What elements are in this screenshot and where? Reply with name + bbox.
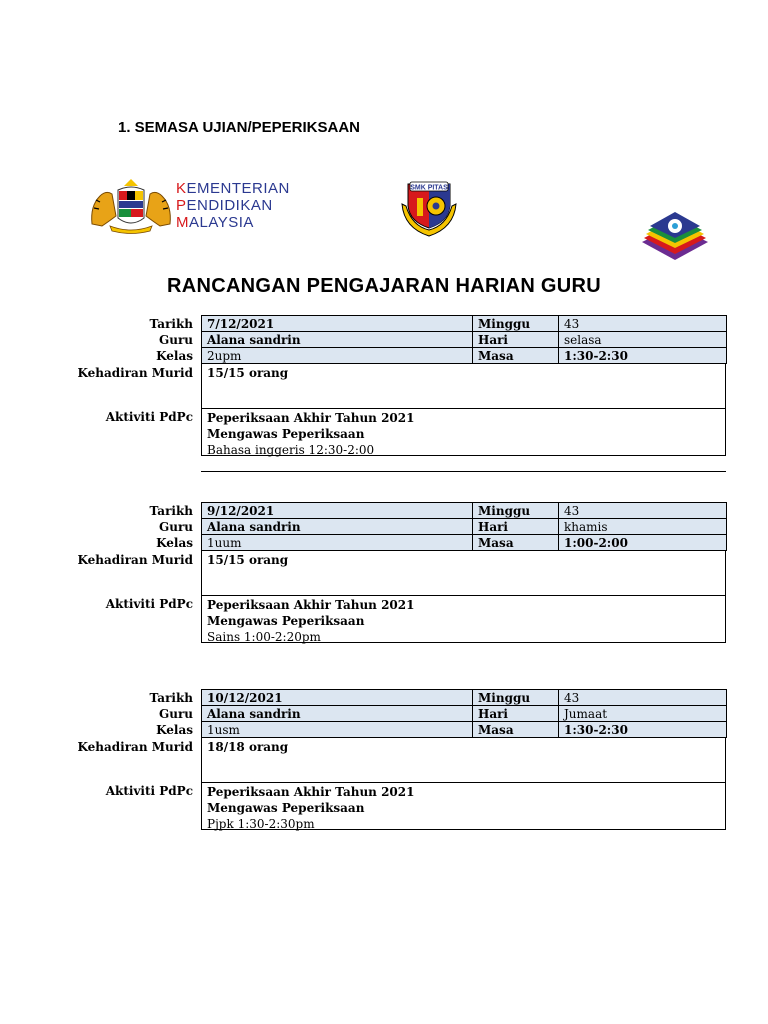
minggu-label: Minggu xyxy=(473,316,559,332)
aktiviti-line-3: Sains 1:00-2:20pm xyxy=(207,630,321,644)
kehadiran-box xyxy=(201,738,726,783)
aktiviti-box xyxy=(201,595,726,643)
aktiviti-line-1: Peperiksaan Akhir Tahun 2021 xyxy=(207,411,415,425)
tarikh-value: 7/12/2021 xyxy=(202,316,473,332)
kelas-value: 2upm xyxy=(202,348,473,364)
entry-info-grid xyxy=(201,502,727,551)
aktiviti-line-3: Bahasa inggeris 12:30-2:00 xyxy=(207,443,375,457)
kehadiran-value: 15/15 orang xyxy=(207,553,289,567)
hari-value: selasa xyxy=(559,332,727,348)
label-kelas: Kelas xyxy=(156,349,193,363)
label-tarikh: Tarikh xyxy=(149,691,193,705)
masa-label: Masa xyxy=(473,348,559,364)
section-heading: 1. SEMASA UJIAN/PEPERIKSAAN xyxy=(118,119,360,136)
aktiviti-line-1: Peperiksaan Akhir Tahun 2021 xyxy=(207,785,415,799)
hari-label: Hari xyxy=(473,706,559,722)
hari-value: khamis xyxy=(559,519,727,535)
label-kelas: Kelas xyxy=(156,536,193,550)
kehadiran-box xyxy=(201,551,726,596)
document-title: RANCANGAN PENGAJARAN HARIAN GURU xyxy=(166,275,602,297)
entry-info-grid xyxy=(201,689,727,738)
label-guru: Guru xyxy=(158,520,193,534)
label-kehadiran: Kehadiran Murid xyxy=(77,553,193,567)
tarikh-value: 9/12/2021 xyxy=(202,503,473,519)
label-kelas: Kelas xyxy=(156,723,193,737)
kehadiran-value: 18/18 orang xyxy=(207,740,289,754)
hari-label: Hari xyxy=(473,332,559,348)
smk-pitas-crest-icon xyxy=(396,176,462,240)
label-aktiviti: Aktiviti PdPc xyxy=(105,784,193,798)
minggu-value: 43 xyxy=(559,503,727,519)
aktiviti-line-2: Mengawas Peperiksaan xyxy=(207,801,365,815)
kehadiran-box xyxy=(201,364,726,409)
label-aktiviti: Aktiviti PdPc xyxy=(105,597,193,611)
aktiviti-line-2: Mengawas Peperiksaan xyxy=(207,614,365,628)
masa-value: 1:00-2:00 xyxy=(559,535,727,551)
aktiviti-line-2: Mengawas Peperiksaan xyxy=(207,427,365,441)
guru-value: Alana sandrin xyxy=(202,706,473,722)
label-kehadiran: Kehadiran Murid xyxy=(77,740,193,754)
tarikh-value: 10/12/2021 xyxy=(202,690,473,706)
entry-info-grid xyxy=(201,315,727,364)
aktiviti-line-3: Pjpk 1:30-2:30pm xyxy=(207,817,315,831)
guru-value: Alana sandrin xyxy=(202,519,473,535)
minggu-value: 43 xyxy=(559,690,727,706)
masa-label: Masa xyxy=(473,535,559,551)
minggu-value: 43 xyxy=(559,316,727,332)
guru-value: Alana sandrin xyxy=(202,332,473,348)
label-tarikh: Tarikh xyxy=(149,317,193,331)
aktiviti-box xyxy=(201,782,726,830)
hari-value: Jumaat xyxy=(559,706,727,722)
minggu-label: Minggu xyxy=(473,503,559,519)
entry-separator xyxy=(201,471,726,472)
kpm-line-2: PENDIDIKAN xyxy=(176,197,273,214)
aktiviti-line-1: Peperiksaan Akhir Tahun 2021 xyxy=(207,598,415,612)
label-aktiviti: Aktiviti PdPc xyxy=(105,410,193,424)
hari-label: Hari xyxy=(473,519,559,535)
school-crest-text: SMK PITAS xyxy=(410,184,448,192)
label-guru: Guru xyxy=(158,333,193,347)
aktiviti-box xyxy=(201,408,726,456)
minggu-label: Minggu xyxy=(473,690,559,706)
kehadiran-value: 15/15 orang xyxy=(207,366,289,380)
masa-value: 1:30-2:30 xyxy=(559,348,727,364)
masa-value: 1:30-2:30 xyxy=(559,722,727,738)
district-emblem-icon xyxy=(638,208,712,266)
kpm-line-1: KEMENTERIAN xyxy=(176,180,290,197)
label-tarikh: Tarikh xyxy=(149,504,193,518)
masa-label: Masa xyxy=(473,722,559,738)
kpm-wordmark xyxy=(176,180,290,231)
label-kehadiran: Kehadiran Murid xyxy=(77,366,193,380)
kelas-value: 1uum xyxy=(202,535,473,551)
kpm-line-3: MALAYSIA xyxy=(176,214,254,231)
malaysia-coat-of-arms-icon xyxy=(88,176,174,234)
kelas-value: 1usm xyxy=(202,722,473,738)
label-guru: Guru xyxy=(158,707,193,721)
